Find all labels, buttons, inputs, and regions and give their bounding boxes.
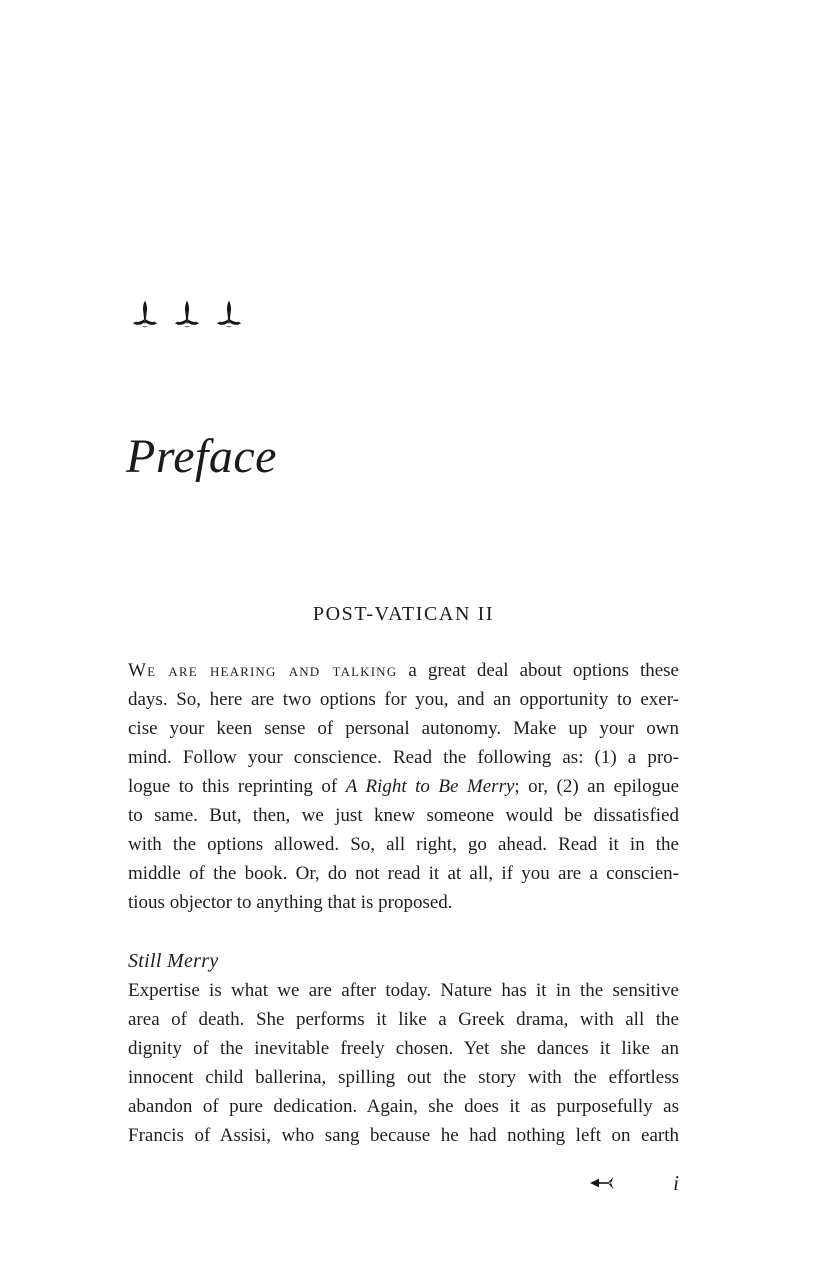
text-line: Expertise is what we are after today. Nature has it in the sensitive xyxy=(128,980,679,1001)
text-line: mind. Follow your conscience. Read the following as: (1) a pro- xyxy=(128,747,679,768)
text-line: with the options allowed. So, all right, go ahead. Read it in the xyxy=(128,834,679,855)
text-line: abandon of pure dedication. Again, she does it as purposefully as xyxy=(128,1096,679,1117)
text-line: tious objector to anything that is proposed. xyxy=(128,892,453,913)
fleur-de-lis-icon xyxy=(174,300,200,328)
section-heading: POST-VATICAN II xyxy=(312,603,495,625)
text-line: middle of the book. Or, do not read it at all, if you are a conscien- xyxy=(128,863,679,884)
text-line: innocent child ballerina, spilling out the story with the effortless xyxy=(128,1067,679,1088)
text-line: to same. But, then, we just knew someone would be dissatisfied xyxy=(128,805,679,826)
text-line: area of death. She performs it like a Greek drama, with all the xyxy=(128,1009,679,1030)
text-line: We are hearing and talking a great deal about options these xyxy=(128,660,679,681)
subsection-heading: Still Merry xyxy=(128,950,219,972)
fleur-de-lis-icon xyxy=(216,300,242,328)
chapter-ornament-row xyxy=(132,300,258,328)
subsection-still-merry xyxy=(128,947,679,1150)
fleur-de-lis-icon xyxy=(132,300,158,328)
text-line: cise your keen sense of personal autonomy. Make up your own xyxy=(128,718,679,739)
leaf-arrow-icon xyxy=(589,1175,615,1191)
text-line: dignity of the inevitable freely chosen. Yet she dances it like an xyxy=(128,1038,679,1059)
page-number: i xyxy=(673,1171,679,1195)
page-footer xyxy=(128,1168,679,1198)
chapter-title: Preface xyxy=(126,430,277,483)
paragraph-post-vatican xyxy=(128,656,679,917)
text-line: logue to this reprinting of A Right to Be Merry; or, (2) an epilogue xyxy=(128,776,679,797)
paragraph-still-merry xyxy=(128,976,679,1150)
text-line: Francis of Assisi, who sang because he had nothing left on earth xyxy=(128,1125,679,1146)
text-line: days. So, here are two options for you, and an opportunity to exer- xyxy=(128,689,679,710)
